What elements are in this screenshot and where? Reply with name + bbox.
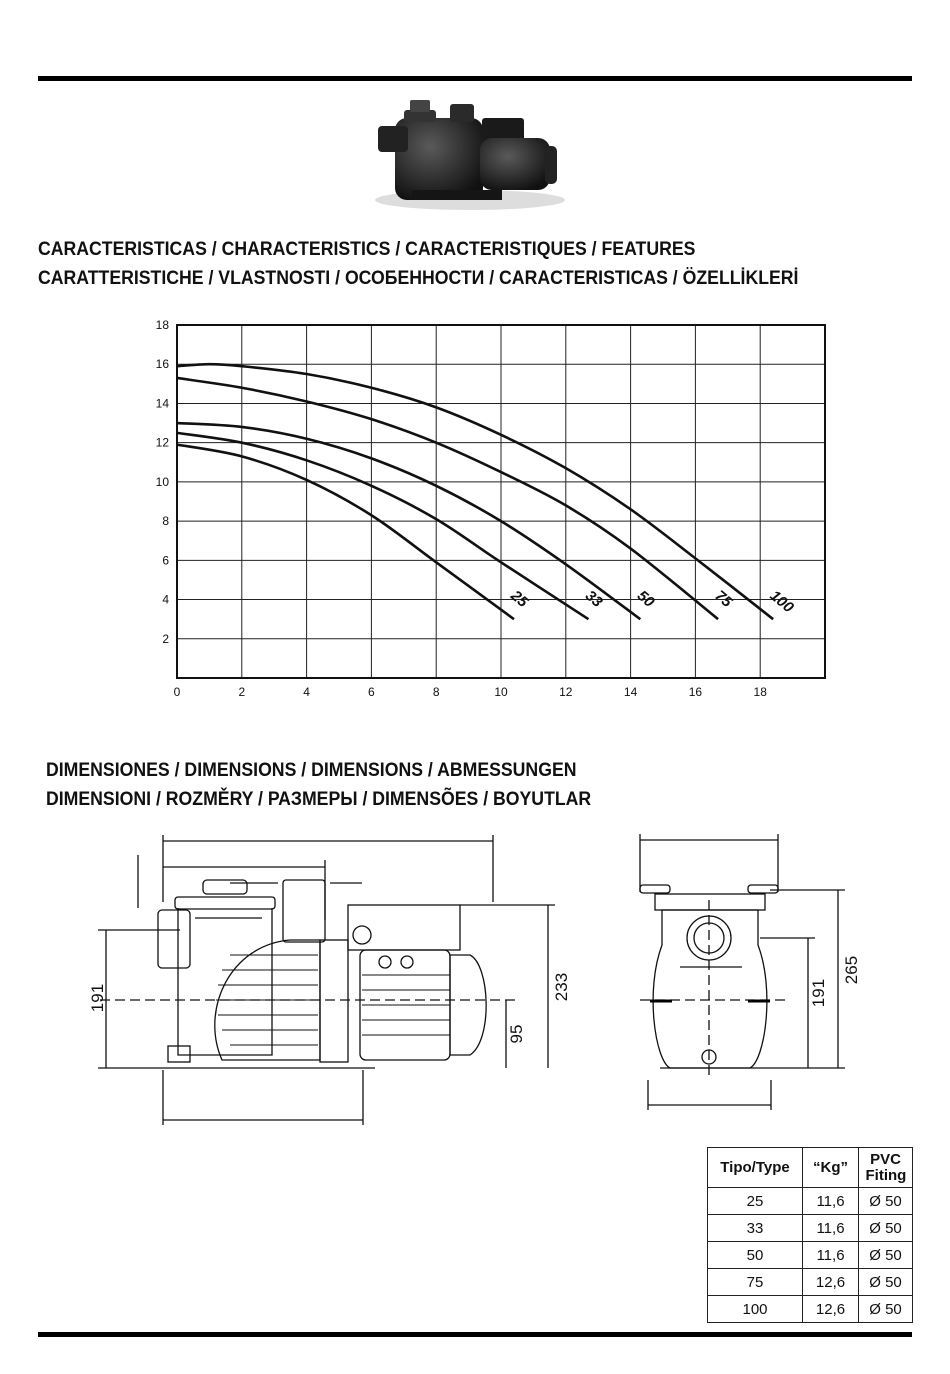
x-tick-label: 4 (303, 685, 310, 699)
col-header-fitting (859, 1148, 913, 1188)
y-tick-label: 14 (155, 396, 169, 411)
bottom-rule (38, 1332, 912, 1337)
x-tick-label: 18 (753, 685, 767, 699)
cell-weight: 12,6 (803, 1269, 859, 1296)
col-header-type: Tipo/Type (708, 1148, 803, 1188)
cell-weight: 11,6 (803, 1242, 859, 1269)
side-view-drawing (98, 835, 555, 1125)
y-tick-label: 4 (162, 592, 169, 607)
cell-weight: 11,6 (803, 1215, 859, 1242)
dim-front-height: 265 (842, 955, 861, 985)
x-tick-label: 16 (688, 685, 703, 699)
features-heading-line2: CARATTERISTICHE / VLASTNOSTI / ОСОБЕННОСТИ / CARACTERISTICAS / ÖZELLİKLERİ (38, 268, 799, 289)
specs-table (707, 1147, 913, 1323)
dimensions-heading-line1: DIMENSIONES / DIMENSIONS / DIMENSIONS / ABMESSUNGEN (46, 760, 577, 781)
y-tick-label: 2 (162, 631, 169, 646)
col-header-weight: “Kg” (803, 1148, 859, 1188)
table-row (708, 1296, 913, 1323)
cell-type: 75 (708, 1269, 803, 1296)
dim-axis-height: 95 (507, 1024, 526, 1044)
series-label-75: 75 (711, 587, 736, 611)
cell-type: 33 (708, 1215, 803, 1242)
dim-side-height: 191 (88, 983, 107, 1013)
dimensions-heading-line2: DIMENSIONI / ROZMĚRY / РАЗМЕРЫ / DIMENSÕES / BOYUTLAR (46, 789, 592, 810)
cell-fitting: Ø 50 (859, 1269, 913, 1296)
series-label-33: 33 (581, 587, 606, 611)
y-tick-label: 6 (162, 553, 169, 568)
x-tick-label: 14 (623, 685, 638, 699)
cell-weight: 11,6 (803, 1188, 859, 1215)
fitting-header-text: PVC Fiting (865, 1150, 907, 1184)
series-label-100: 100 (766, 587, 797, 617)
table-row (708, 1188, 913, 1215)
y-tick-label: 12 (155, 435, 169, 450)
front-view-drawing (640, 834, 845, 1110)
table-row (708, 1242, 913, 1269)
x-tick-label: 8 (432, 685, 440, 699)
y-tick-label: 10 (155, 474, 169, 489)
table-row (708, 1215, 913, 1242)
cell-fitting: Ø 50 (859, 1188, 913, 1215)
x-tick-label: 0 (173, 685, 181, 699)
series-label-25: 25 (507, 587, 532, 611)
series-label-50: 50 (633, 587, 658, 611)
table-row (708, 1269, 913, 1296)
y-tick-label: 16 (155, 357, 169, 372)
y-tick-label: 18 (155, 318, 169, 332)
cell-weight: 12,6 (803, 1296, 859, 1323)
table-header-row (708, 1148, 913, 1188)
dim-overall-height: 233 (552, 972, 571, 1002)
cell-fitting: Ø 50 (859, 1242, 913, 1269)
x-tick-label: 10 (494, 685, 508, 699)
dim-front-axis-height: 191 (809, 978, 828, 1008)
y-tick-label: 8 (162, 514, 169, 529)
cell-fitting: Ø 50 (859, 1296, 913, 1323)
cell-type: 100 (708, 1296, 803, 1323)
cell-type: 50 (708, 1242, 803, 1269)
x-tick-label: 12 (559, 685, 573, 699)
cell-fitting: Ø 50 (859, 1215, 913, 1242)
x-tick-label: 6 (368, 685, 375, 699)
cell-type: 25 (708, 1188, 803, 1215)
x-tick-label: 2 (238, 685, 246, 699)
features-heading-line1: CARACTERISTICAS / CHARACTERISTICS / CARACTERISTIQUES / FEATURES (38, 239, 696, 260)
